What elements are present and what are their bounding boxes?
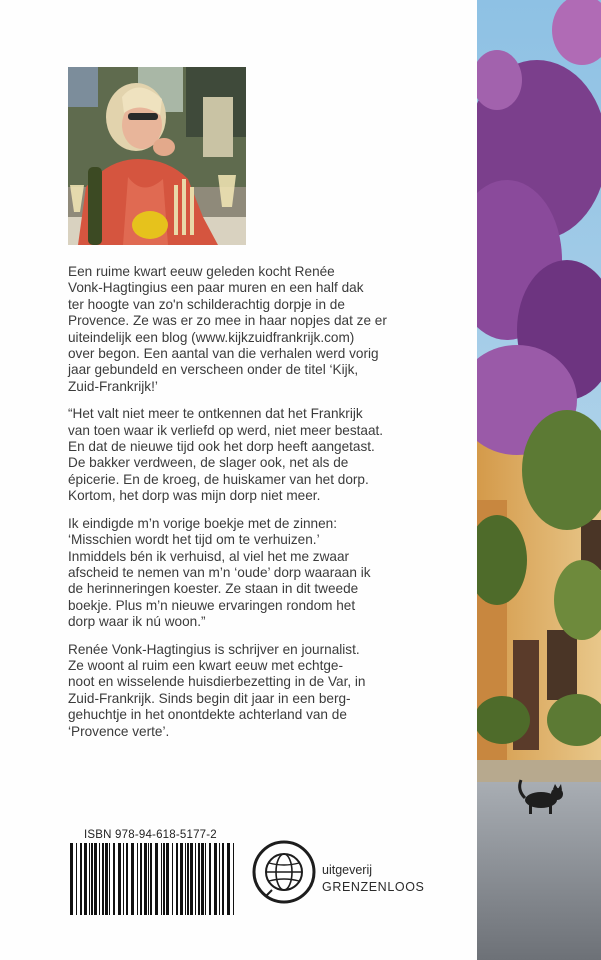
barcode-bar bbox=[155, 843, 158, 915]
blurb-line: En dat de nieuwe tijd ook het dorp heeft aangetast. bbox=[68, 439, 375, 455]
blurb-line: Ik eindigde m’n vorige boekje met de zinnen: bbox=[68, 515, 338, 531]
barcode-bar bbox=[84, 843, 87, 915]
blurb-line: épicerie. En de kroeg, de huiskamer van het dorp. bbox=[68, 471, 369, 487]
blurb-paragraph-1 bbox=[68, 264, 468, 395]
barcode-bar bbox=[137, 843, 138, 915]
blurb-line: gehuchtje in het onontdekte achterland van de bbox=[68, 707, 347, 723]
author-photo bbox=[68, 67, 246, 245]
blurb-line: Provence. Ze was er zo mee in haar nopjes dat ze er bbox=[68, 313, 387, 329]
barcode-bar bbox=[123, 843, 124, 915]
barcode-bar bbox=[190, 843, 193, 915]
barcode-bar bbox=[214, 843, 217, 915]
blurb-line: Inmiddels bén ik verhuisd, al viel het me zwaar bbox=[68, 548, 350, 564]
blurb-line: “Het valt niet meer te ontkennen dat het Frankrijk bbox=[68, 406, 363, 422]
barcode-bar bbox=[144, 843, 147, 915]
blurb-line: Zuid-Frankrijk!’ bbox=[68, 378, 158, 394]
blurb-line: De bakker verdween, de slager ook, net als de bbox=[68, 455, 349, 471]
barcode-bar bbox=[180, 843, 183, 915]
publisher-name: GRENZENLOOS bbox=[322, 880, 425, 894]
isbn-number: ISBN 978-94-618-5177-2 bbox=[84, 829, 217, 841]
blurb-line: Renée Vonk-Hagtingius is schrijver en journalist. bbox=[68, 641, 360, 657]
blurb-line: uiteindelijk een blog (www.kijkzuidfrankrijk.com) bbox=[68, 329, 355, 345]
barcode-bar bbox=[219, 843, 220, 915]
barcode-bar bbox=[89, 843, 90, 915]
blurb-line: Ze woont al ruim een kwart eeuw met echtge- bbox=[68, 657, 344, 673]
barcode-bar bbox=[70, 843, 73, 915]
barcode-bar bbox=[102, 843, 104, 915]
publisher-label: uitgeverij bbox=[322, 863, 373, 877]
globe-logo-icon bbox=[252, 840, 316, 904]
barcode-bar bbox=[172, 843, 173, 915]
provence-village-illustration bbox=[477, 0, 601, 960]
barcode-bar bbox=[80, 843, 82, 915]
blurb-line: afscheid te nemen van m’n ‘oude’ dorp waaraan ik bbox=[68, 564, 371, 580]
back-cover-blurb bbox=[68, 264, 468, 751]
blurb-line: ‘Provence verte’. bbox=[68, 723, 170, 739]
barcode-bar bbox=[99, 843, 100, 915]
blurb-line: Vonk-Hagtingius een paar muren en een half dak bbox=[68, 280, 364, 296]
barcode-bar bbox=[150, 843, 152, 915]
barcode-bar bbox=[185, 843, 186, 915]
barcode-bar bbox=[113, 843, 115, 915]
barcode-bar bbox=[195, 843, 196, 915]
author-photo-illustration bbox=[68, 67, 246, 245]
blurb-line: boekje. Plus m’n nieuwe ervaringen rondom het bbox=[68, 597, 356, 613]
barcode-bar bbox=[118, 843, 121, 915]
barcode-bar bbox=[140, 843, 142, 915]
barcode-bar bbox=[148, 843, 149, 915]
barcode-bar bbox=[126, 843, 128, 915]
barcode-bar bbox=[76, 843, 77, 915]
blurb-line: van toen waar ik verliefd op werd, niet meer bestaat. bbox=[68, 422, 384, 438]
barcode-bar bbox=[233, 843, 234, 915]
provence-village-photo bbox=[477, 0, 601, 960]
barcode bbox=[68, 843, 238, 915]
barcode-bar bbox=[94, 843, 97, 915]
blurb-line: ‘Misschien wordt het tijd om te verhuizen.’ bbox=[68, 532, 320, 548]
barcode-bar bbox=[109, 843, 110, 915]
barcode-bar bbox=[209, 843, 211, 915]
blurb-line: jaar gebundeld en verscheen onder de titel ‘Kijk, bbox=[68, 362, 359, 378]
barcode-bar bbox=[161, 843, 162, 915]
blurb-paragraph-2 bbox=[68, 406, 468, 504]
blurb-line: over begon. Een aantal van die verhalen werd vorig bbox=[68, 346, 379, 362]
barcode-bar bbox=[131, 843, 134, 915]
blurb-line: Zuid-Frankrijk. Sinds begin dit jaar in een berg- bbox=[68, 690, 351, 706]
barcode-bar bbox=[105, 843, 108, 915]
blurb-line: de herinneringen koester. Ze staan in dit tweede bbox=[68, 581, 359, 597]
blurb-line: Een ruime kwart eeuw geleden kocht Renée bbox=[68, 264, 335, 279]
blurb-paragraph-4 bbox=[68, 642, 468, 740]
barcode-bar bbox=[187, 843, 189, 915]
barcode-bar bbox=[222, 843, 224, 915]
blurb-line: dorp waar ik nú woon.” bbox=[68, 614, 206, 630]
blurb-line: Kortom, het dorp was mijn dorp niet meer. bbox=[68, 488, 321, 504]
blurb-line: noot en wisselende huisdierbezetting in de Var, in bbox=[68, 674, 366, 690]
barcode-bar bbox=[227, 843, 230, 915]
barcode-bar bbox=[198, 843, 200, 915]
barcode-bar bbox=[205, 843, 206, 915]
blurb-paragraph-3 bbox=[68, 516, 468, 631]
barcode-bar bbox=[201, 843, 204, 915]
barcode-bar bbox=[176, 843, 178, 915]
barcode-bar bbox=[91, 843, 93, 915]
barcode-bar bbox=[166, 843, 169, 915]
barcode-bar bbox=[163, 843, 165, 915]
blurb-line: ter hoogte van zo'n schilderachtig dorpje in de bbox=[68, 296, 345, 312]
